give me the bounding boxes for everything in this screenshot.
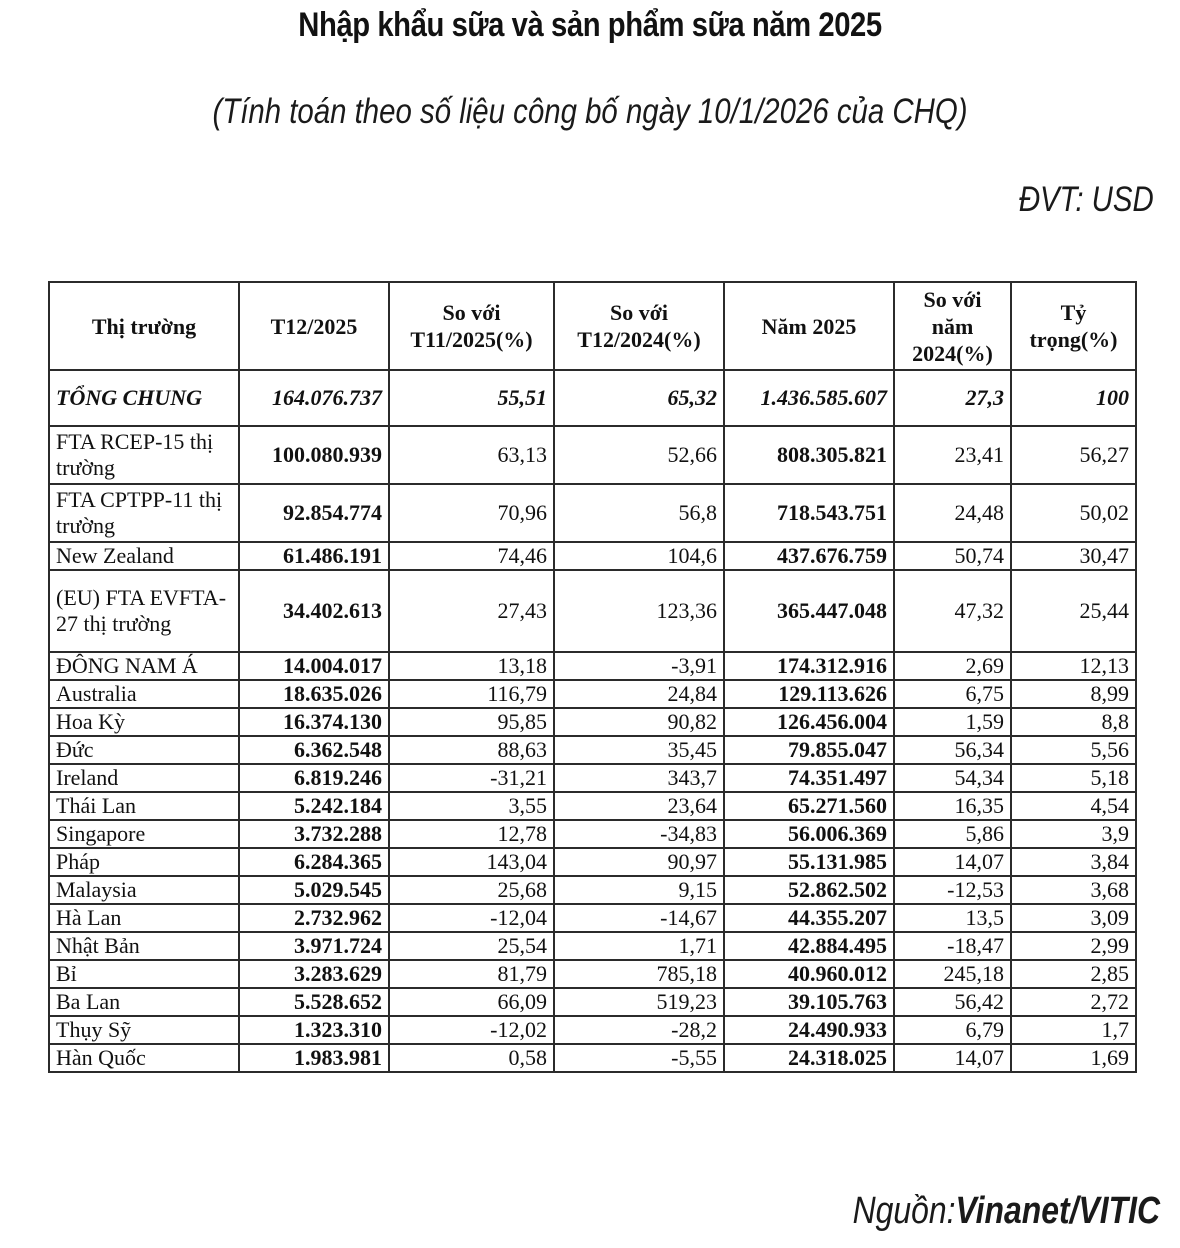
cell-t12-2025: 5.242.184 bbox=[239, 792, 389, 820]
cell-year-2025: 437.676.759 bbox=[724, 542, 894, 570]
cell-vs-t12-2024: -5,55 bbox=[554, 1044, 724, 1072]
cell-t12-2025: 61.486.191 bbox=[239, 542, 389, 570]
table-row bbox=[49, 652, 1136, 680]
cell-vs-t12-2024: 52,66 bbox=[554, 426, 724, 484]
cell-vs-year-2024: 47,32 bbox=[894, 570, 1011, 652]
cell-vs-t11-2025: 74,46 bbox=[389, 542, 554, 570]
page-subtitle: (Tính toán theo số liệu công bố ngày 10/1/2026 của CHQ) bbox=[212, 92, 968, 131]
cell-t12-2025: 6.284.365 bbox=[239, 848, 389, 876]
cell-share: 2,99 bbox=[1011, 932, 1136, 960]
cell-year-2025: 174.312.916 bbox=[724, 652, 894, 680]
cell-year-2025: 74.351.497 bbox=[724, 764, 894, 792]
header-market: Thị trường bbox=[49, 282, 239, 370]
source-label: Nguồn: bbox=[852, 1190, 956, 1232]
cell-vs-t12-2024: 35,45 bbox=[554, 736, 724, 764]
cell-vs-t11-2025: 116,79 bbox=[389, 680, 554, 708]
cell-market: Malaysia bbox=[49, 876, 239, 904]
table-row bbox=[49, 1044, 1136, 1072]
cell-vs-t11-2025: 25,68 bbox=[389, 876, 554, 904]
cell-t12-2025: 5.528.652 bbox=[239, 988, 389, 1016]
cell-vs-t11-2025: 81,79 bbox=[389, 960, 554, 988]
cell-t12-2025: 100.080.939 bbox=[239, 426, 389, 484]
header-vs-t12-2024: So với T12/2024(%) bbox=[554, 282, 724, 370]
table-header-row bbox=[49, 282, 1136, 370]
unit-label: ĐVT: USD bbox=[1018, 180, 1154, 219]
cell-vs-t12-2024: -3,91 bbox=[554, 652, 724, 680]
cell-vs-t11-2025: 55,51 bbox=[389, 370, 554, 426]
cell-share: 3,68 bbox=[1011, 876, 1136, 904]
cell-market: Hà Lan bbox=[49, 904, 239, 932]
cell-vs-t12-2024: 65,32 bbox=[554, 370, 724, 426]
cell-year-2025: 126.456.004 bbox=[724, 708, 894, 736]
cell-vs-year-2024: -18,47 bbox=[894, 932, 1011, 960]
cell-vs-t11-2025: 12,78 bbox=[389, 820, 554, 848]
cell-year-2025: 39.105.763 bbox=[724, 988, 894, 1016]
cell-t12-2025: 6.362.548 bbox=[239, 736, 389, 764]
cell-vs-t11-2025: 0,58 bbox=[389, 1044, 554, 1072]
cell-vs-year-2024: 16,35 bbox=[894, 792, 1011, 820]
cell-vs-t11-2025: 70,96 bbox=[389, 484, 554, 542]
cell-share: 1,69 bbox=[1011, 1044, 1136, 1072]
cell-vs-year-2024: 245,18 bbox=[894, 960, 1011, 988]
cell-vs-t11-2025: 143,04 bbox=[389, 848, 554, 876]
cell-vs-t11-2025: 3,55 bbox=[389, 792, 554, 820]
cell-t12-2025: 14.004.017 bbox=[239, 652, 389, 680]
table-row bbox=[49, 708, 1136, 736]
import-table-container bbox=[48, 281, 1135, 1073]
header-vs-year-2024: So với năm 2024(%) bbox=[894, 282, 1011, 370]
cell-market: Singapore bbox=[49, 820, 239, 848]
cell-vs-year-2024: 27,3 bbox=[894, 370, 1011, 426]
cell-year-2025: 44.355.207 bbox=[724, 904, 894, 932]
cell-vs-year-2024: 14,07 bbox=[894, 848, 1011, 876]
cell-share: 2,72 bbox=[1011, 988, 1136, 1016]
page-title: Nhập khẩu sữa và sản phẩm sữa năm 2025 bbox=[298, 6, 882, 44]
cell-vs-t12-2024: 90,82 bbox=[554, 708, 724, 736]
table-row bbox=[49, 542, 1136, 570]
cell-vs-t12-2024: 24,84 bbox=[554, 680, 724, 708]
table-row bbox=[49, 876, 1136, 904]
cell-year-2025: 52.862.502 bbox=[724, 876, 894, 904]
table-row bbox=[49, 764, 1136, 792]
cell-vs-t11-2025: 25,54 bbox=[389, 932, 554, 960]
cell-vs-t12-2024: -34,83 bbox=[554, 820, 724, 848]
table-row bbox=[49, 960, 1136, 988]
table-row bbox=[49, 820, 1136, 848]
cell-year-2025: 808.305.821 bbox=[724, 426, 894, 484]
cell-vs-year-2024: 13,5 bbox=[894, 904, 1011, 932]
cell-vs-t11-2025: -12,04 bbox=[389, 904, 554, 932]
cell-vs-t12-2024: -14,67 bbox=[554, 904, 724, 932]
cell-share: 3,84 bbox=[1011, 848, 1136, 876]
cell-share: 12,13 bbox=[1011, 652, 1136, 680]
cell-vs-t11-2025: 95,85 bbox=[389, 708, 554, 736]
cell-vs-year-2024: 2,69 bbox=[894, 652, 1011, 680]
cell-vs-year-2024: 56,42 bbox=[894, 988, 1011, 1016]
cell-year-2025: 24.490.933 bbox=[724, 1016, 894, 1044]
cell-vs-year-2024: 23,41 bbox=[894, 426, 1011, 484]
cell-t12-2025: 2.732.962 bbox=[239, 904, 389, 932]
cell-share: 30,47 bbox=[1011, 542, 1136, 570]
cell-vs-t12-2024: 56,8 bbox=[554, 484, 724, 542]
cell-share: 100 bbox=[1011, 370, 1136, 426]
cell-market: FTA RCEP-15 thị trường bbox=[49, 426, 239, 484]
cell-share: 50,02 bbox=[1011, 484, 1136, 542]
cell-year-2025: 40.960.012 bbox=[724, 960, 894, 988]
cell-market: Australia bbox=[49, 680, 239, 708]
cell-vs-t12-2024: 9,15 bbox=[554, 876, 724, 904]
cell-year-2025: 365.447.048 bbox=[724, 570, 894, 652]
table-row bbox=[49, 932, 1136, 960]
cell-vs-year-2024: 54,34 bbox=[894, 764, 1011, 792]
cell-vs-t11-2025: -12,02 bbox=[389, 1016, 554, 1044]
cell-vs-year-2024: -12,53 bbox=[894, 876, 1011, 904]
cell-t12-2025: 3.283.629 bbox=[239, 960, 389, 988]
cell-market: New Zealand bbox=[49, 542, 239, 570]
cell-t12-2025: 34.402.613 bbox=[239, 570, 389, 652]
cell-vs-t12-2024: -28,2 bbox=[554, 1016, 724, 1044]
cell-market: Ba Lan bbox=[49, 988, 239, 1016]
cell-share: 5,18 bbox=[1011, 764, 1136, 792]
table-row bbox=[49, 988, 1136, 1016]
cell-t12-2025: 16.374.130 bbox=[239, 708, 389, 736]
header-t12-2025: T12/2025 bbox=[239, 282, 389, 370]
cell-vs-t12-2024: 343,7 bbox=[554, 764, 724, 792]
cell-year-2025: 56.006.369 bbox=[724, 820, 894, 848]
cell-year-2025: 55.131.985 bbox=[724, 848, 894, 876]
cell-vs-t11-2025: 13,18 bbox=[389, 652, 554, 680]
cell-vs-t11-2025: 66,09 bbox=[389, 988, 554, 1016]
cell-year-2025: 718.543.751 bbox=[724, 484, 894, 542]
cell-vs-t11-2025: -31,21 bbox=[389, 764, 554, 792]
cell-vs-t12-2024: 90,97 bbox=[554, 848, 724, 876]
cell-market: Hàn Quốc bbox=[49, 1044, 239, 1072]
table-row bbox=[49, 848, 1136, 876]
cell-vs-t12-2024: 123,36 bbox=[554, 570, 724, 652]
cell-market: ĐÔNG NAM Á bbox=[49, 652, 239, 680]
table-body bbox=[49, 370, 1136, 1072]
cell-vs-year-2024: 1,59 bbox=[894, 708, 1011, 736]
cell-market: Ireland bbox=[49, 764, 239, 792]
table-row bbox=[49, 1016, 1136, 1044]
cell-vs-year-2024: 50,74 bbox=[894, 542, 1011, 570]
cell-year-2025: 42.884.495 bbox=[724, 932, 894, 960]
cell-t12-2025: 18.635.026 bbox=[239, 680, 389, 708]
cell-vs-t12-2024: 519,23 bbox=[554, 988, 724, 1016]
cell-share: 1,7 bbox=[1011, 1016, 1136, 1044]
table-row bbox=[49, 570, 1136, 652]
cell-year-2025: 1.436.585.607 bbox=[724, 370, 894, 426]
cell-vs-year-2024: 5,86 bbox=[894, 820, 1011, 848]
cell-vs-t12-2024: 23,64 bbox=[554, 792, 724, 820]
table-total-row bbox=[49, 370, 1136, 426]
cell-market: Bỉ bbox=[49, 960, 239, 988]
cell-vs-t12-2024: 1,71 bbox=[554, 932, 724, 960]
cell-t12-2025: 3.971.724 bbox=[239, 932, 389, 960]
cell-t12-2025: 1.323.310 bbox=[239, 1016, 389, 1044]
cell-vs-t11-2025: 27,43 bbox=[389, 570, 554, 652]
cell-market: Đức bbox=[49, 736, 239, 764]
table-row bbox=[49, 680, 1136, 708]
table-row bbox=[49, 736, 1136, 764]
cell-vs-t11-2025: 88,63 bbox=[389, 736, 554, 764]
table-row bbox=[49, 904, 1136, 932]
import-table bbox=[48, 281, 1137, 1073]
cell-vs-year-2024: 56,34 bbox=[894, 736, 1011, 764]
cell-vs-year-2024: 14,07 bbox=[894, 1044, 1011, 1072]
header-share: Tỷ trọng(%) bbox=[1011, 282, 1136, 370]
cell-share: 2,85 bbox=[1011, 960, 1136, 988]
cell-market: Pháp bbox=[49, 848, 239, 876]
cell-t12-2025: 3.732.288 bbox=[239, 820, 389, 848]
cell-share: 8,99 bbox=[1011, 680, 1136, 708]
cell-market: Hoa Kỳ bbox=[49, 708, 239, 736]
cell-share: 4,54 bbox=[1011, 792, 1136, 820]
source-line bbox=[853, 1190, 1160, 1233]
cell-year-2025: 79.855.047 bbox=[724, 736, 894, 764]
cell-market: FTA CPTPP-11 thị trường bbox=[49, 484, 239, 542]
cell-vs-t11-2025: 63,13 bbox=[389, 426, 554, 484]
cell-year-2025: 65.271.560 bbox=[724, 792, 894, 820]
header-vs-t11-2025: So với T11/2025(%) bbox=[389, 282, 554, 370]
cell-market: TỔNG CHUNG bbox=[49, 370, 239, 426]
cell-t12-2025: 6.819.246 bbox=[239, 764, 389, 792]
source-name: Vinanet/VITIC bbox=[955, 1190, 1160, 1232]
cell-vs-year-2024: 6,75 bbox=[894, 680, 1011, 708]
cell-vs-year-2024: 6,79 bbox=[894, 1016, 1011, 1044]
cell-year-2025: 129.113.626 bbox=[724, 680, 894, 708]
cell-t12-2025: 92.854.774 bbox=[239, 484, 389, 542]
cell-market: Nhật Bản bbox=[49, 932, 239, 960]
cell-t12-2025: 5.029.545 bbox=[239, 876, 389, 904]
header-year-2025: Năm 2025 bbox=[724, 282, 894, 370]
cell-vs-t12-2024: 785,18 bbox=[554, 960, 724, 988]
cell-share: 3,9 bbox=[1011, 820, 1136, 848]
cell-vs-year-2024: 24,48 bbox=[894, 484, 1011, 542]
cell-year-2025: 24.318.025 bbox=[724, 1044, 894, 1072]
cell-market: Thái Lan bbox=[49, 792, 239, 820]
cell-t12-2025: 1.983.981 bbox=[239, 1044, 389, 1072]
cell-share: 5,56 bbox=[1011, 736, 1136, 764]
table-row bbox=[49, 484, 1136, 542]
table-row bbox=[49, 792, 1136, 820]
cell-market: Thụy Sỹ bbox=[49, 1016, 239, 1044]
cell-vs-t12-2024: 104,6 bbox=[554, 542, 724, 570]
table-row bbox=[49, 426, 1136, 484]
cell-market: (EU) FTA EVFTA-27 thị trường bbox=[49, 570, 239, 652]
cell-t12-2025: 164.076.737 bbox=[239, 370, 389, 426]
cell-share: 25,44 bbox=[1011, 570, 1136, 652]
cell-share: 3,09 bbox=[1011, 904, 1136, 932]
cell-share: 56,27 bbox=[1011, 426, 1136, 484]
cell-share: 8,8 bbox=[1011, 708, 1136, 736]
